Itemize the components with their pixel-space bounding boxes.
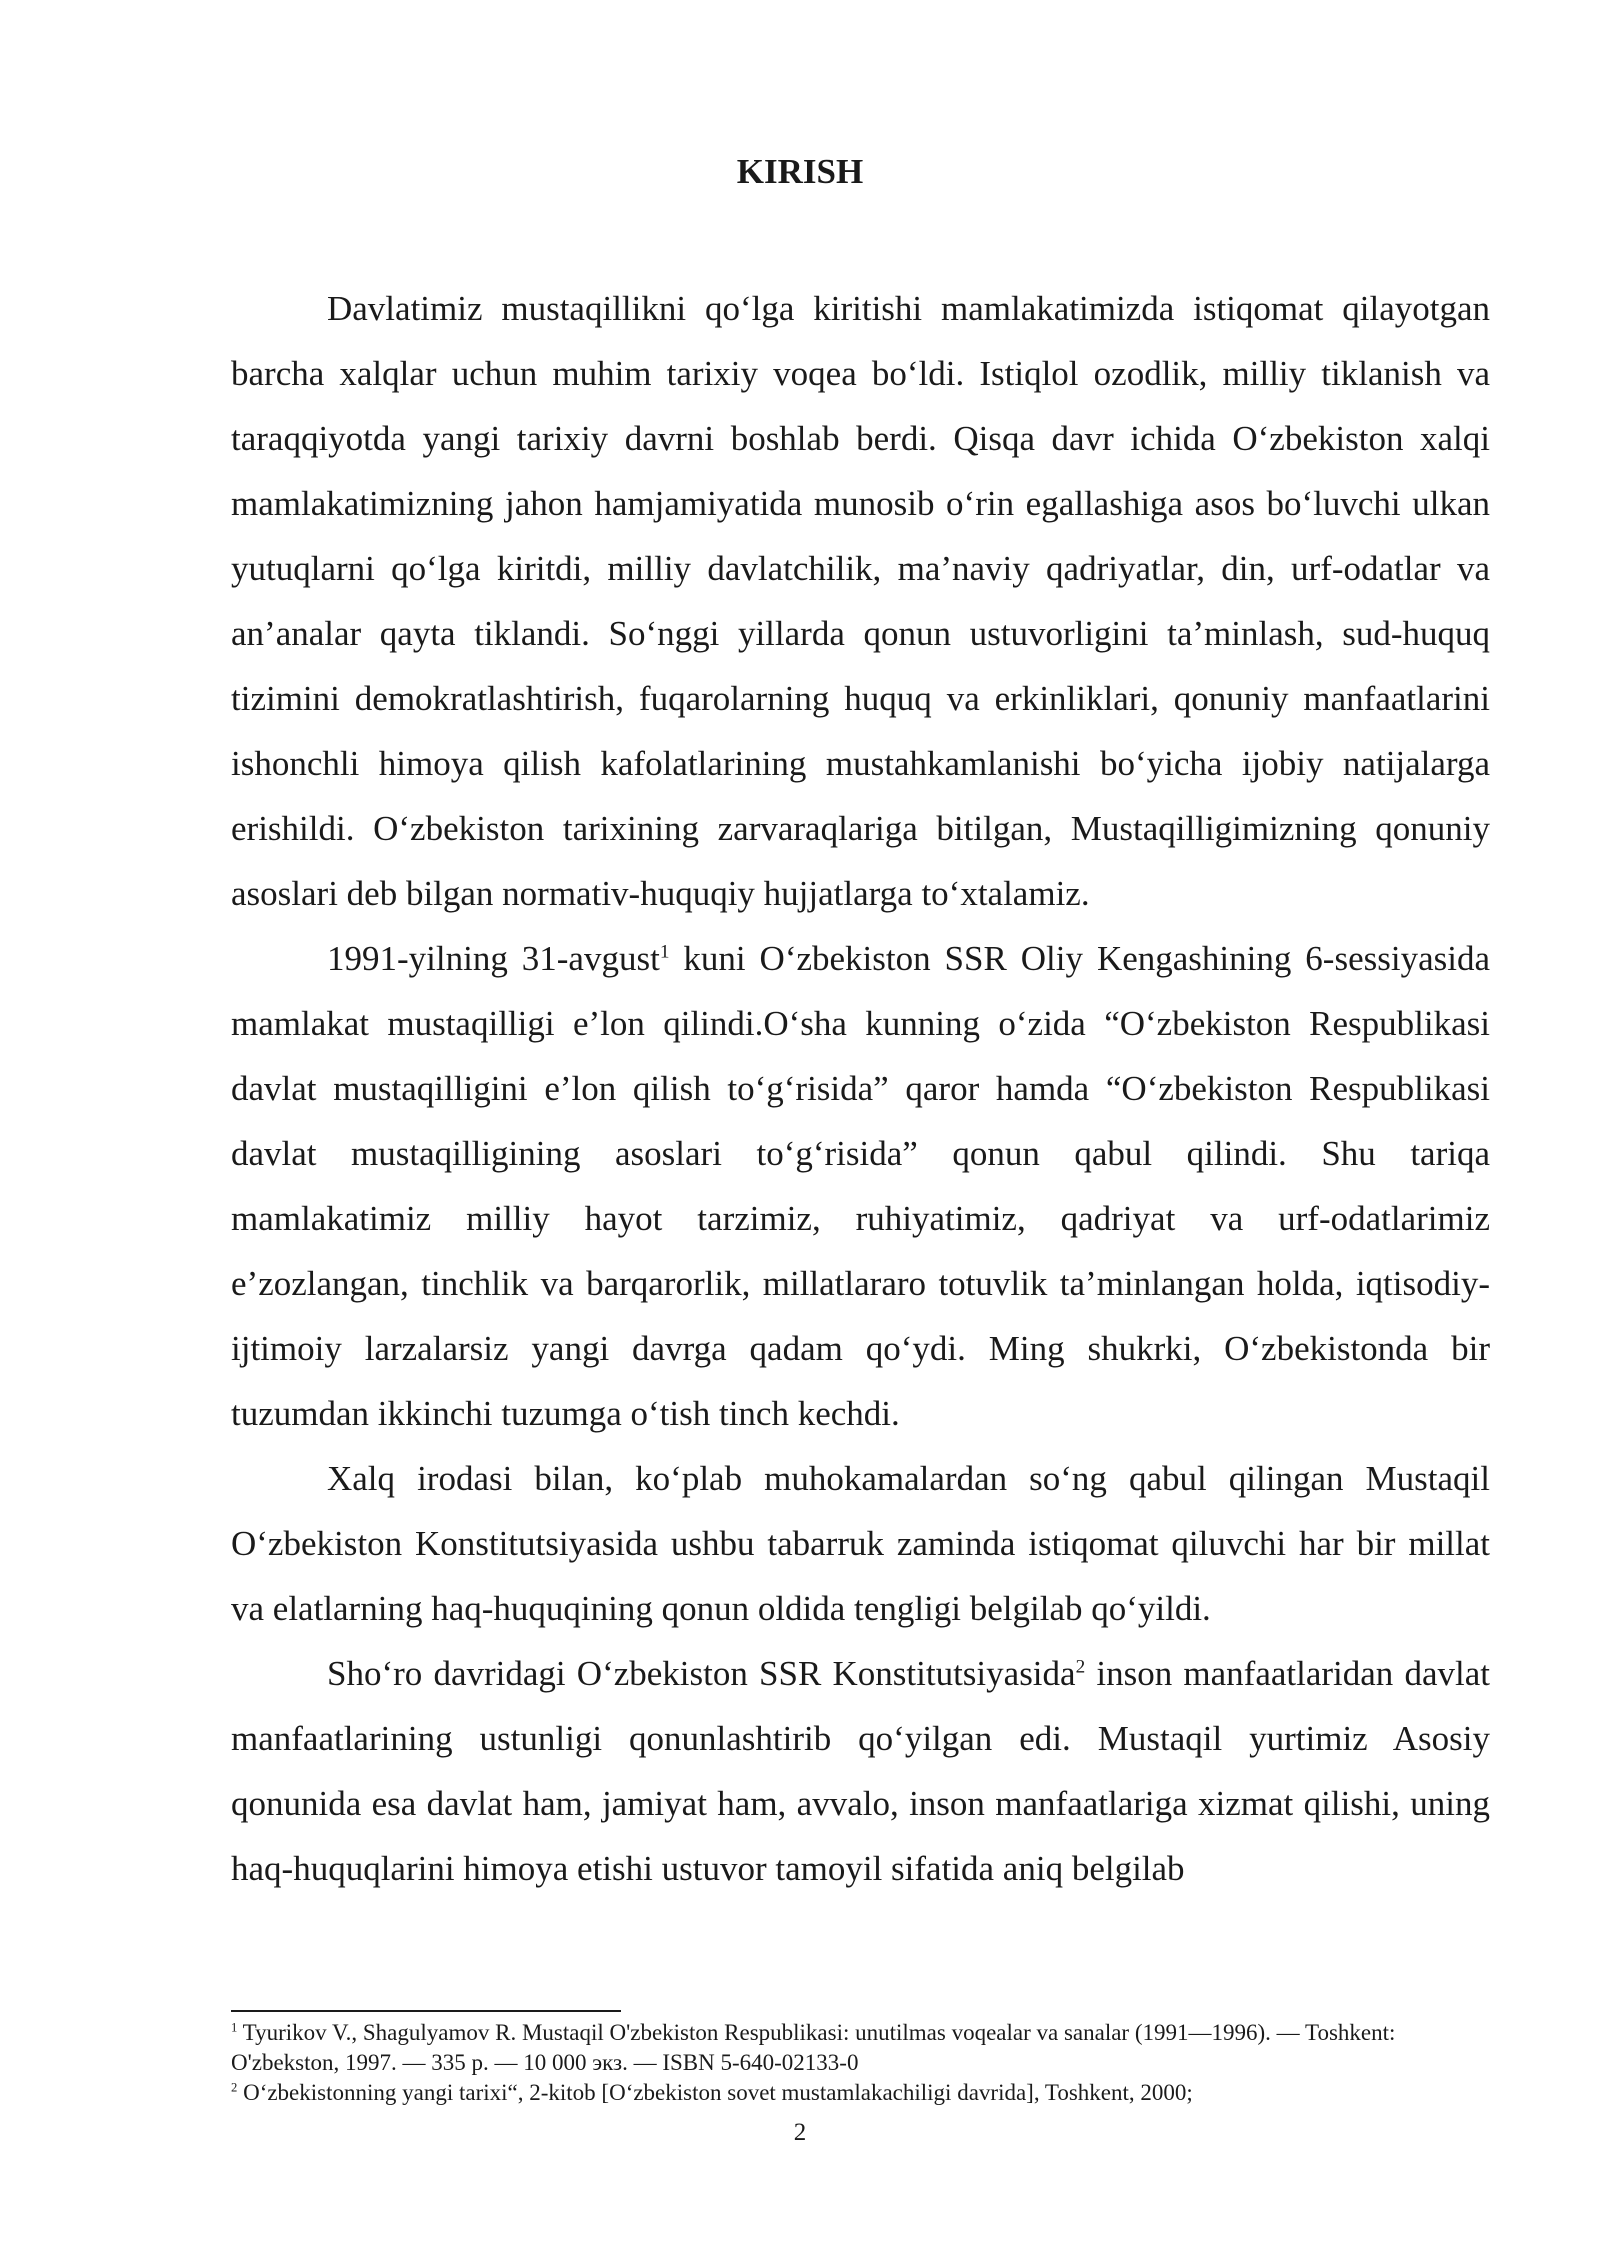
paragraph-2-text-a: 1991-yilning 31-avgust	[327, 939, 660, 978]
page-number: 2	[793, 2119, 807, 2146]
paragraph-2-text-b: kuni O‘zbekiston SSR Oliy Kengashining 6-sessiyasida mamlakat mustaqilligi e’lon qilindi.O‘sha kunning o‘zida “O‘zbekiston Respublikasi davlat mustaqilligini e’lon qilish to‘g‘risida” qaror hamda “O‘zbekiston Respublikasi davlat mustaqilligining asoslari to‘g‘risida” qonun qabul qilindi. Shu tariqa mamlakatimiz milliy hayot tarzimiz, ruhiyatimiz, qadriyat va urf-odatlarimiz e’zozlangan, tinchlik va barqarorlik, millatlararo totuvlik ta’minlangan holda, iqtisodiy-ijtimoiy larzalarsiz yangi davrga qadam qo‘ydi. Ming shukrki, O‘zbekistonda bir tuzumdan ikkinchi tuzumga o‘tish tinch kechdi.	[231, 939, 1490, 1433]
footnote-ref-2: 2	[1075, 1656, 1086, 1678]
page-title: KIRISH	[736, 152, 864, 191]
footnote-1-text: Tyurikov V., Shagulyamov R. Mustaqil O'zbekiston Respublikasi: unutilmas voqealar va sanalar (1991—1996). — Toshkent: O'zbekston, 1997. — 335 р. — 10 000 экз. — ISBN 5-640-02133-0	[231, 2020, 1396, 2075]
footnote-separator	[231, 2010, 621, 2012]
paragraph-2	[231, 926, 1490, 1446]
footnote-ref-1: 1	[659, 941, 670, 963]
paragraph-4-text-b: inson manfaatlaridan davlat manfaatlarining ustunligi qonunlashtirib qo‘yilgan edi. Mustaqil yurtimiz Asosiy qonunida esa davlat ham, jamiyat ham, avvalo, inson manfaatlariga xizmat qilishi, uning haq-huquqlarini himoya etishi ustuvor tamoyil sifatida aniq belgilab	[231, 1654, 1490, 1888]
body-text	[231, 276, 1490, 1901]
footnote-2	[231, 2078, 1490, 2108]
footnotes	[231, 2018, 1490, 2108]
footnote-1	[231, 2018, 1490, 2078]
paragraph-4	[231, 1641, 1490, 1901]
footnote-2-text: O‘zbekistonning yangi tarixi“, 2-kitob [O‘zbekiston sovet mustamlakachiligi davrida], Toshkent, 2000;	[237, 2080, 1193, 2105]
footnote-2-mark: 2	[231, 2080, 238, 2095]
paragraph-3: Xalq irodasi bilan, ko‘plab muhokamalardan so‘ng qabul qilingan Mustaqil O‘zbekiston Konstitutsiyasida ushbu tabarruk zaminda istiqomat qiluvchi har bir millat va elatlarning haq-huquqining qonun oldida tengligi belgilab qo‘yildi.	[231, 1459, 1490, 1628]
footnote-1-mark: 1	[231, 2020, 238, 2035]
paragraph-1: Davlatimiz mustaqillikni qo‘lga kiritishi mamlakatimizda istiqomat qilayotgan barcha xalqlar uchun muhim tarixiy voqea bo‘ldi. Istiqlol ozodlik, milliy tiklanish va taraqqiyotda yangi tarixiy davrni boshlab berdi. Qisqa davr ichida O‘zbekiston xalqi mamlakatimizning jahon hamjamiyatida munosib o‘rin egallashiga asos bo‘luvchi ulkan yutuqlarni qo‘lga kiritdi, milliy davlatchilik, ma’naviy qadriyatlar, din, urf-odatlar va an’analar qayta tiklandi. So‘nggi yillarda qonun ustuvorligini ta’minlash, sud-huquq tizimini demokratlashtirish, fuqarolarning huquq va erkinliklari, qonuniy manfaatlarini ishonchli himoya qilish kafolatlarining mustahkamlanishi bo‘yicha ijobiy natijalarga erishildi. O‘zbekiston tarixining zarvaraqlariga bitilgan, Mustaqilligimizning qonuniy asoslari deb bilgan normativ-huquqiy hujjatlarga to‘xtalamiz.	[231, 289, 1490, 913]
paragraph-4-text-a: Sho‘ro davridagi O‘zbekiston SSR Konstitutsiyasida	[327, 1654, 1076, 1693]
